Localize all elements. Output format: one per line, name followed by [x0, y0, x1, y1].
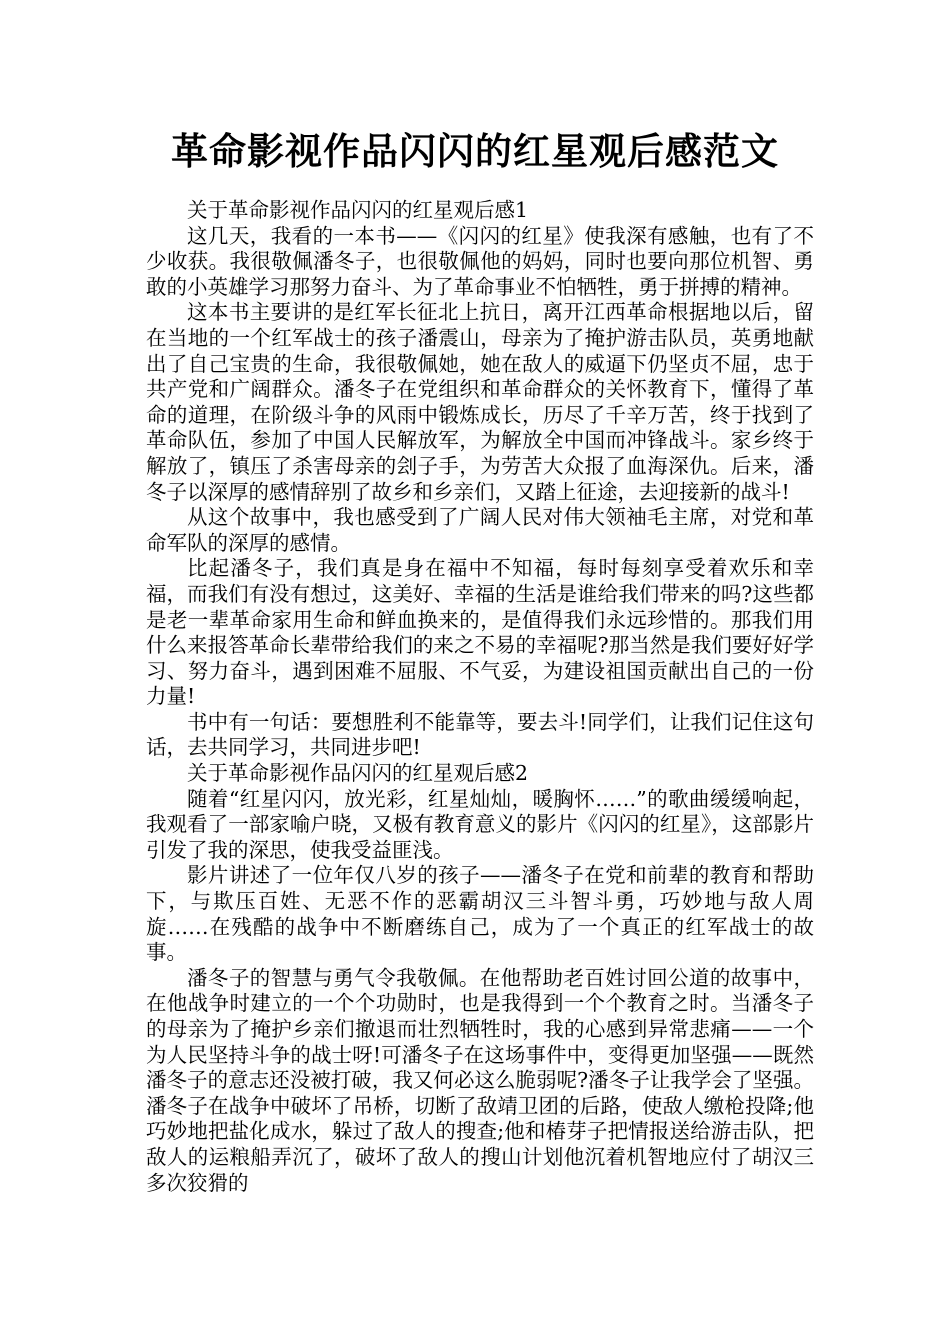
section-1-paragraph-4: 比起潘冬子，我们真是身在福中不知福，每时每刻享受着欢乐和幸福，而我们有没有想过，这美好、幸福的生活是谁给我们带来的吗?这些都是老一辈革命家用生命和鲜血换来的，是值得我们永远珍惜的。那我们用什么来报答革命长辈带给我们的来之不易的幸福呢?那当然是我们要好好学习、努力奋斗，遇到困难不屈服、不气妥，为建设祖国贡献出自己的一份力量!	[146, 556, 814, 709]
section-2-paragraph-2: 影片讲述了一位年仅八岁的孩子——潘冬子在党和前辈的教育和帮助下，与欺压百姓、无恶不作的恶霸胡汉三斗智斗勇，巧妙地与敌人周旋……在残酷的战争中不断磨练自己，成为了一个真正的红军战士的故事。	[146, 863, 814, 965]
section-1-paragraph-5: 书中有一句话：要想胜利不能靠等，要去斗!同学们，让我们记住这句话，去共同学习，共同进步吧!	[146, 709, 814, 760]
section-1-heading: 关于革命影视作品闪闪的红星观后感1	[187, 198, 529, 222]
document-title: 革命影视作品闪闪的红星观后感范文	[171, 130, 779, 173]
section-2-paragraph-3: 潘冬子的智慧与勇气令我敬佩。在他帮助老百姓讨回公道的故事中，在他战争时建立的一个个功勋时，也是我得到一个个教育之时。当潘冬子的母亲为了掩护乡亲们撤退而壮烈牺牲时，我的心感到异常悲痛——一个为人民坚持斗争的战士呀!可潘冬子在这场事件中，变得更加坚强——既然潘冬子的意志还没被打破，我又何必这么脆弱呢?潘冬子让我学会了坚强。潘冬子在战争中破坏了吊桥，切断了敌靖卫团的后路，使敌人缴枪投降;他巧妙地把盐化成水，躲过了敌人的搜查;他和椿芽子把情报送给游击队，把敌人的运粮船弄沉了，破坏了敌人的搜山计划他沉着机智地应付了胡汉三多次狡猾的	[146, 965, 814, 1195]
section-2-paragraph-1: 随着“红星闪闪，放光彩，红星灿灿，暖胸怀……”的歌曲缓缓响起，我观看了一部家喻户晓，又极有教育意义的影片《闪闪的红星》，这部影片引发了我的深思，使我受益匪浅。	[146, 786, 814, 862]
section-1-paragraph-2: 这本书主要讲的是红军长征北上抗日，离开江西革命根据地以后，留在当地的一个红军战士的孩子潘震山，母亲为了掩护游击队员，英勇地献出了自己宝贵的生命，我很敬佩她，她在敌人的威逼下仍坚贞不屈，忠于共产党和广阔群众。潘冬子在党组织和革命群众的关怀教育下，懂得了革命的道理，在阶级斗争的风雨中锻炼成长，历尽了千辛万苦，终于找到了革命队伍，参加了中国人民解放军，为解放全中国而冲锋战斗。家乡终于解放了，镇压了杀害母亲的刽子手，为劳苦大众报了血海深仇。后来，潘冬子以深厚的感情辞别了故乡和乡亲们，又踏上征途，去迎接新的战斗!	[146, 300, 814, 504]
section-1-paragraph-1: 这几天，我看的一本书——《闪闪的红星》使我深有感触，也有了不少收获。我很敬佩潘冬子，也很敬佩他的妈妈，同时也要向那位机智、勇敢的小英雄学习那努力奋斗、为了革命事业不怕牺牲，勇于拼搏的精神。	[146, 223, 814, 299]
section-2-heading: 关于革命影视作品闪闪的红星观后感2	[187, 761, 529, 786]
document-body	[146, 198, 814, 1196]
section-1-paragraph-3: 从这个故事中，我也感受到了广阔人民对伟大领袖毛主席，对党和革命军队的深厚的感情。	[146, 505, 814, 555]
